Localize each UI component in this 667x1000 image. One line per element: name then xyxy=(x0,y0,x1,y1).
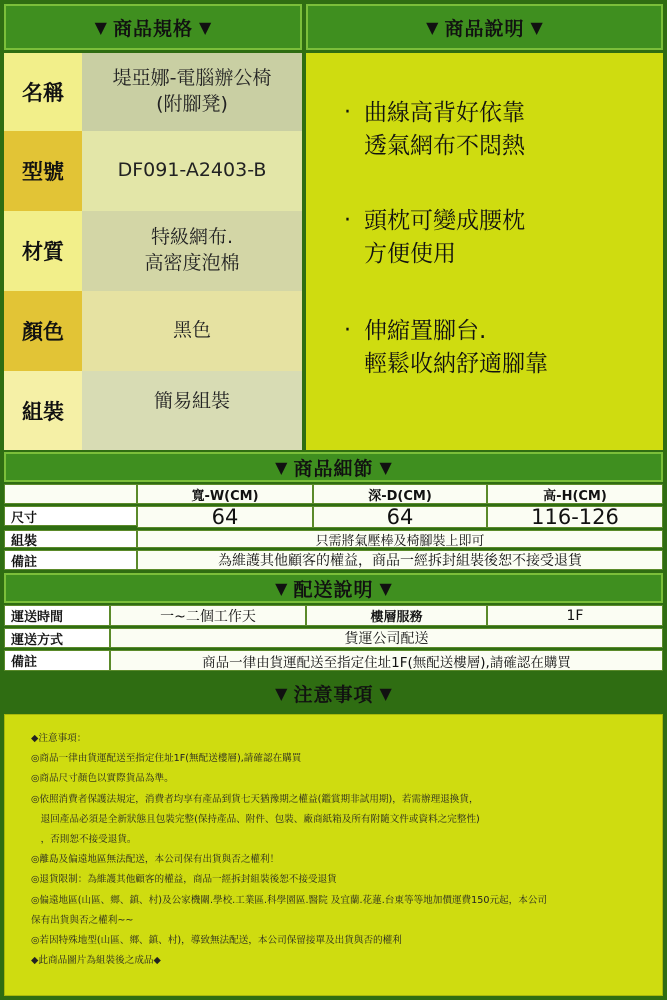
ship-label-note: 備註 xyxy=(4,650,110,671)
triangle-down-icon: ▼ xyxy=(94,17,107,37)
spec-label: 顏色 xyxy=(4,291,82,371)
ship-value-note: 商品一律由貨運配送至指定住址1F(無配送樓層),請確認在購買 xyxy=(110,650,663,671)
spec-row-name xyxy=(4,53,302,131)
detail-value-width: 64 xyxy=(137,506,313,528)
notice-line: ◎退貨限制：為維護其他顧客的權益，商品一經拆封組裝後恕不接受退貨 xyxy=(31,874,337,886)
detail-corner-cell xyxy=(4,484,137,504)
spec-label: 型號 xyxy=(4,131,82,211)
spec-value: 黑色 xyxy=(82,291,302,371)
spec-label: 材質 xyxy=(4,211,82,291)
triangle-down-icon: ▼ xyxy=(379,578,392,598)
spec-table xyxy=(4,53,302,450)
spec-label: 組裝 xyxy=(4,371,82,450)
description-item xyxy=(344,97,525,164)
description-line: 曲線高背好依靠 xyxy=(364,100,525,126)
desc-title: 商品說明 xyxy=(444,17,525,40)
spec-title: 商品規格 xyxy=(112,17,193,40)
spec-header xyxy=(4,4,302,50)
notice-panel xyxy=(4,714,663,996)
detail-col-height: 高-H(CM) xyxy=(487,484,663,504)
detail-label-assembly: 組裝 xyxy=(4,530,137,548)
detail-value-note: 為維護其他顧客的權益，商品一經拆封組裝後恕不接受退貨 xyxy=(137,550,663,570)
description-line: 輕鬆收納舒適腳靠 xyxy=(364,351,548,378)
triangle-down-icon: ▼ xyxy=(275,578,288,598)
spec-value: 特級網布. 高密度泡棉 xyxy=(82,211,302,291)
triangle-down-icon: ▼ xyxy=(275,457,288,477)
description-line: 方便使用 xyxy=(364,241,456,268)
notice-line: 退回產品必須是全新狀態且包裝完整(保持產品、附件、包裝、廠商紙箱及所有附隨文件或資料之完整性) xyxy=(31,813,480,825)
spec-value: 簡易組裝 xyxy=(82,371,302,450)
description-panel xyxy=(306,53,663,450)
detail-label-note: 備註 xyxy=(4,550,137,570)
ship-label-floor: 樓層服務 xyxy=(306,605,487,626)
triangle-down-icon: ▼ xyxy=(379,683,392,703)
ship-header xyxy=(4,573,663,603)
notice-line: ◎商品尺寸顏色以實際貨品為準。 xyxy=(31,773,174,785)
spec-row-color xyxy=(4,291,302,371)
spec-value: DF091-A2403-B xyxy=(82,131,302,211)
triangle-down-icon: ▼ xyxy=(199,17,212,37)
detail-value-height: 116-126 xyxy=(487,506,663,528)
ship-label-time: 運送時間 xyxy=(4,605,110,626)
bullet-icon: · xyxy=(344,318,351,343)
description-line: 透氣網布不悶熱 xyxy=(364,133,525,160)
description-line: 伸縮置腳台. xyxy=(364,318,487,344)
notice-line: ◎若因特殊地型(山區、鄉、鎮、村)，導致無法配送，本公司保留接單及出貨與否的權利 xyxy=(31,935,402,947)
detail-col-depth: 深-D(CM) xyxy=(313,484,487,504)
notice-line: ，否則恕不接受退貨。 xyxy=(31,834,137,846)
detail-title: 商品細節 xyxy=(293,457,374,480)
ship-value-method: 貨運公司配送 xyxy=(110,628,663,648)
spec-row-assembly xyxy=(4,371,302,450)
notice-line: ◎偏遠地區(山區、鄉、鎮、村)及公家機關.學校.工業區.科學園區.醫院 及宜蘭.花蓮.台東等等地加價運費150元起，本公司 xyxy=(31,894,548,906)
description-item xyxy=(344,205,525,272)
notice-line: ◆注意事項： xyxy=(31,733,87,744)
ship-title: 配送說明 xyxy=(293,578,374,601)
detail-value-depth: 64 xyxy=(313,506,487,528)
spec-value: 堤亞娜-電腦辦公椅 (附腳凳) xyxy=(82,53,302,131)
desc-header xyxy=(306,4,663,50)
detail-header xyxy=(4,452,663,482)
notice-header xyxy=(4,674,663,712)
detail-label-size: 尺寸 xyxy=(4,506,137,526)
spec-row-model xyxy=(4,131,302,211)
triangle-down-icon: ▼ xyxy=(426,17,439,37)
ship-value-time: 一~二個工作天 xyxy=(110,605,306,626)
description-item xyxy=(344,315,548,382)
notice-line: 保有出貨與否之權利~~ xyxy=(31,914,134,926)
bullet-icon: · xyxy=(344,208,351,233)
spec-row-material xyxy=(4,211,302,291)
notice-line: ◎離島及偏遠地區無法配送，本公司保有出貨與否之權利！ xyxy=(31,854,280,866)
notice-line: ◎依照消費者保護法規定，消費者均享有產品到貨七天猶豫期之權益(鑑賞期非試用期)，若需辦理退換貨， xyxy=(31,793,479,805)
ship-value-floor: 1F xyxy=(487,605,663,626)
triangle-down-icon: ▼ xyxy=(379,457,392,477)
detail-col-width: 寬-W(CM) xyxy=(137,484,313,504)
spec-label: 名稱 xyxy=(4,53,82,131)
notice-line: ◎商品一律由貨運配送至指定住址1F(無配送樓層),請確認在購買 xyxy=(31,753,302,765)
notice-line: ◆此商品圖片為組裝後之成品◆ xyxy=(31,955,161,967)
description-line: 頭枕可變成腰枕 xyxy=(364,208,525,234)
triangle-down-icon: ▼ xyxy=(275,683,288,703)
bullet-icon: · xyxy=(344,100,351,125)
detail-value-assembly: 只需將氣壓棒及椅腳裝上即可 xyxy=(137,530,663,548)
notice-title: 注意事項 xyxy=(293,683,374,706)
notice-list xyxy=(31,729,656,971)
ship-label-method: 運送方式 xyxy=(4,628,110,648)
triangle-down-icon: ▼ xyxy=(530,17,543,37)
